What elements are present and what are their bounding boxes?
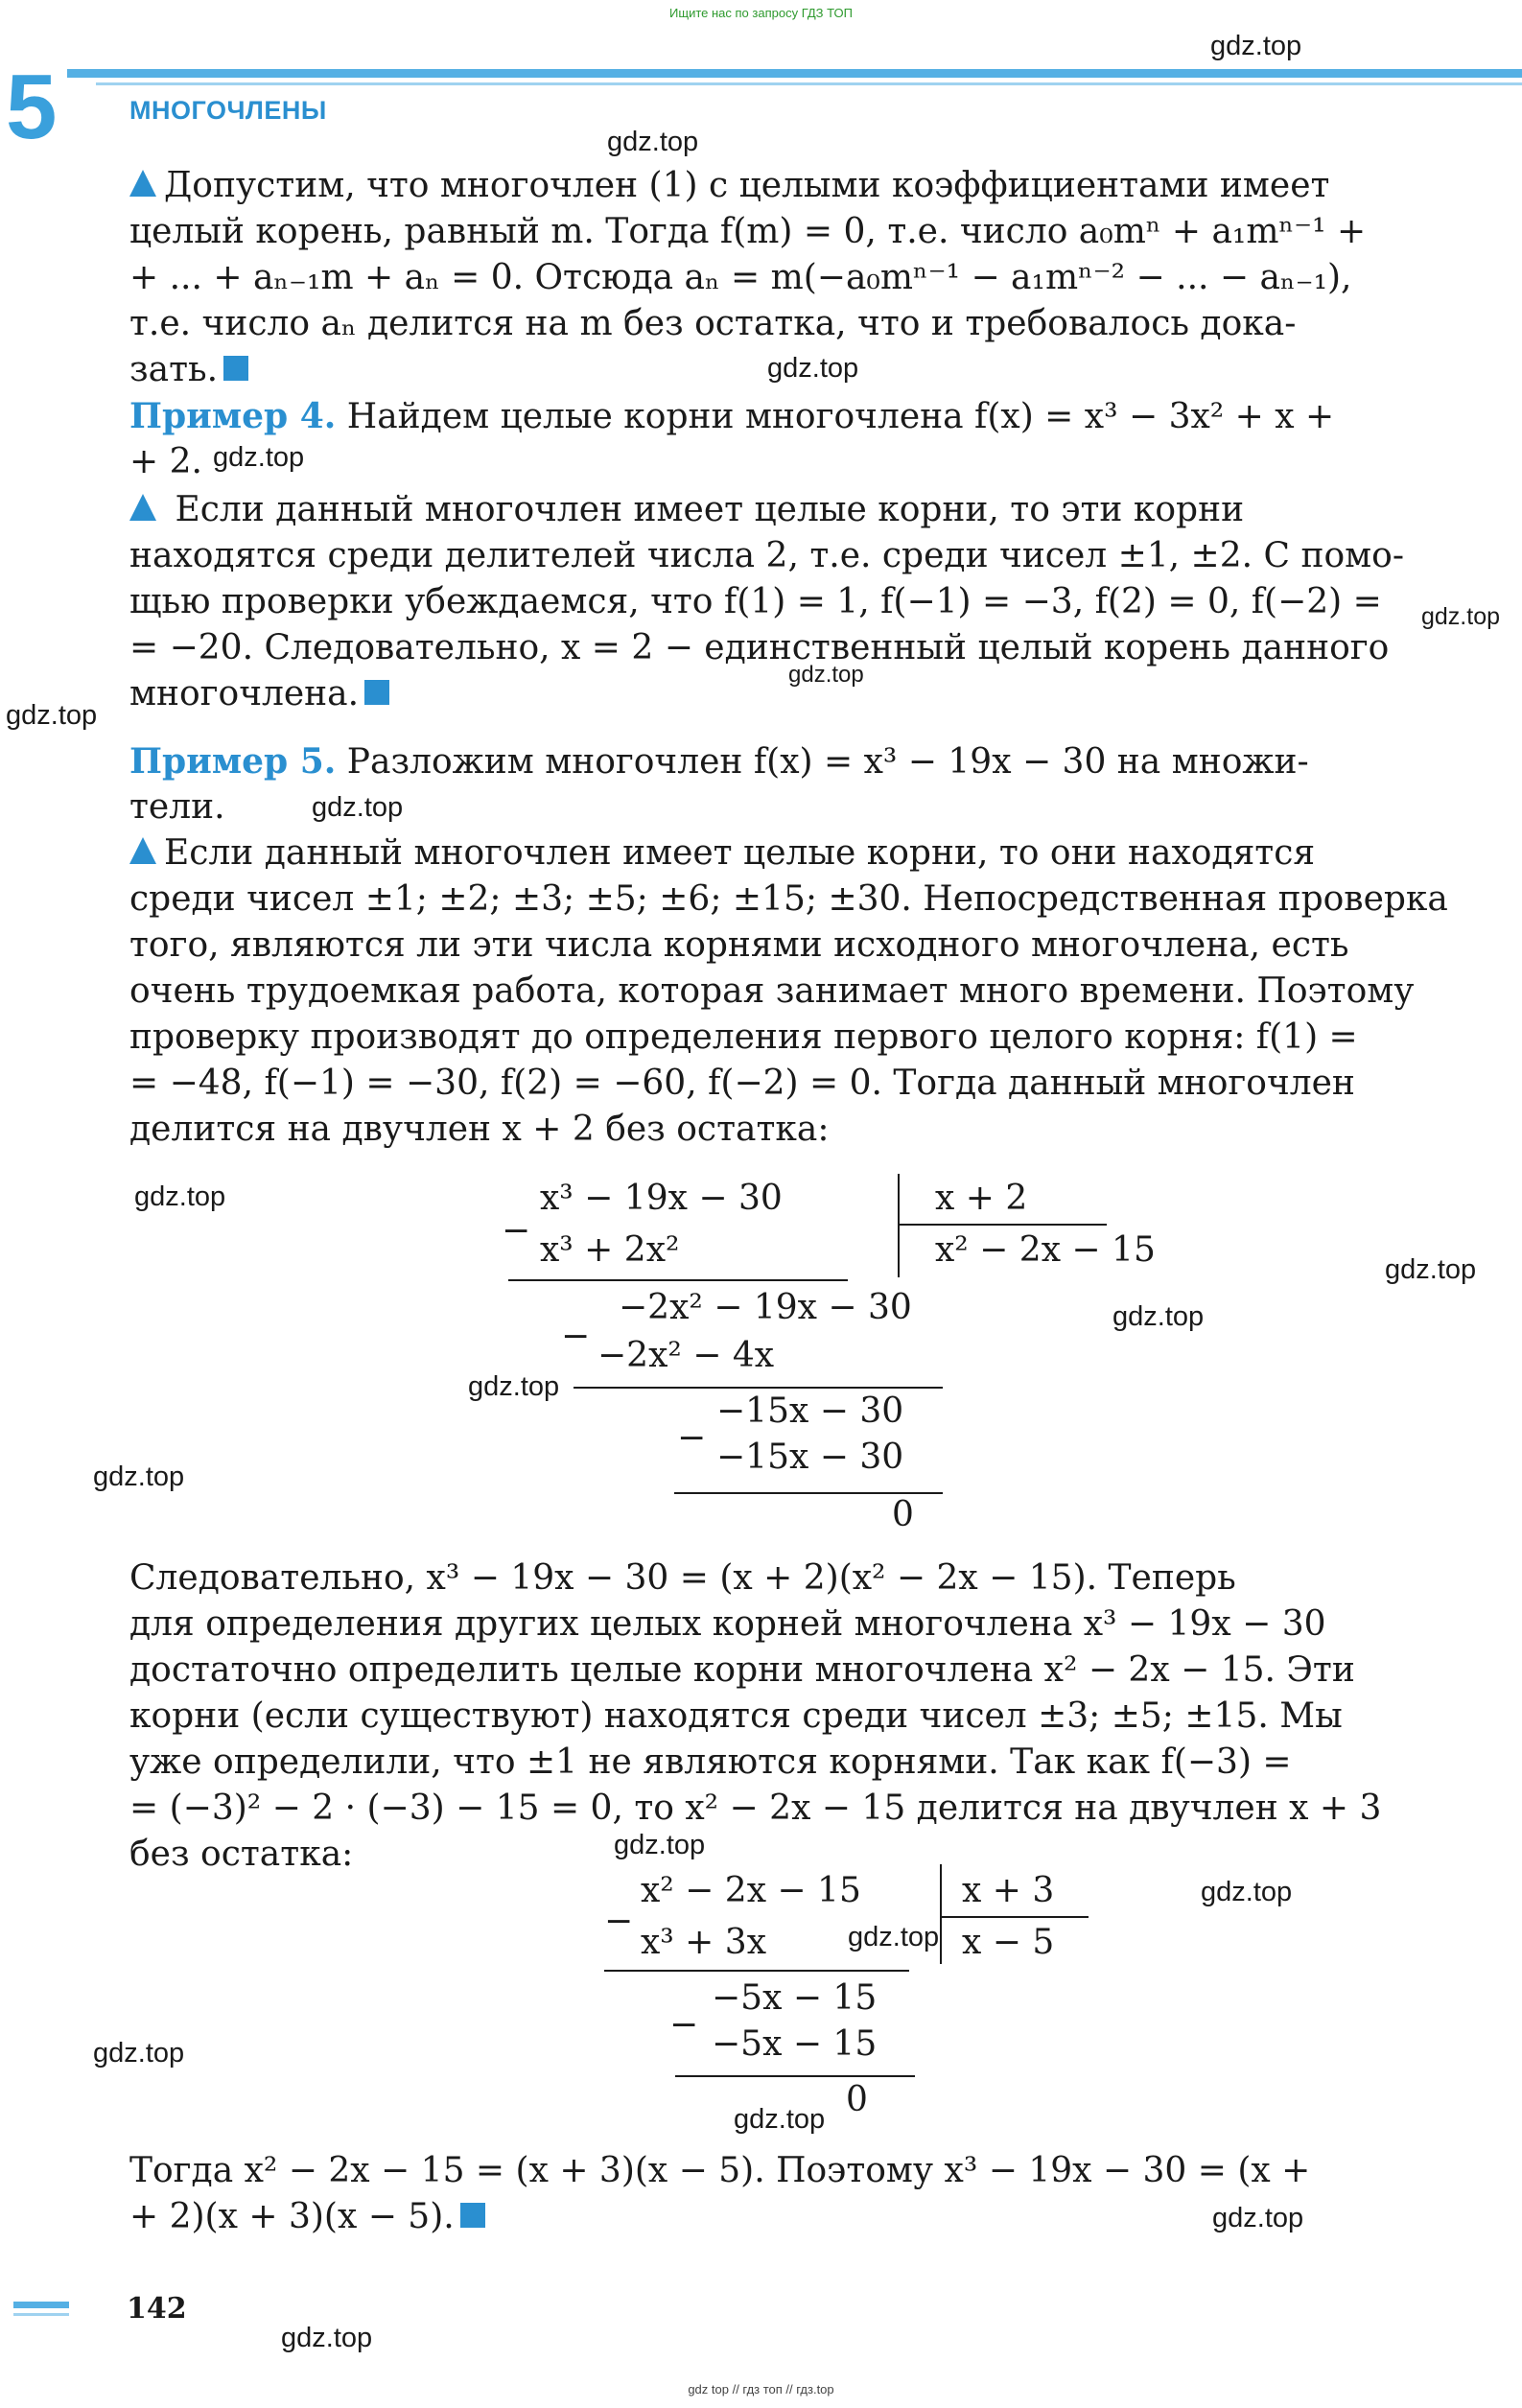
divisor: x + 3 (962, 1871, 1055, 1910)
watermark: gdz.top (788, 662, 864, 688)
conclusion-line: уже определили, что ±1 не являются корнями. Так как f(−3) = (129, 1742, 1292, 1782)
watermark: gdz.top (607, 127, 699, 157)
example5-heading-cont: тели. (129, 787, 225, 827)
watermark: gdz.top (734, 2104, 826, 2135)
header-rule (67, 69, 1522, 78)
minus-sign: − (502, 1211, 531, 1251)
triangle-icon (129, 170, 156, 197)
step-rule (675, 2075, 915, 2077)
final-line: + 2)(x + 3)(x − 5). (129, 2194, 1458, 2240)
conclusion-line: Следовательно, x³ − 19x − 30 = (x + 2)(x² − 2x − 15). Теперь (129, 1558, 1236, 1598)
conclusion-line: достаточно определить целые корни многочлена x² − 2x − 15. Эти (129, 1650, 1355, 1690)
triangle-icon (129, 837, 156, 864)
example4-heading: Пример 4. Найдем целые корни многочлена f(x) = x³ − 3x² + x + (129, 396, 1335, 436)
watermark: gdz.top (1212, 2203, 1304, 2233)
watermark: gdz.top (1385, 1254, 1477, 1285)
watermark: gdz.top (1210, 31, 1302, 61)
watermark: gdz.top (1421, 603, 1501, 630)
triangle-icon (129, 494, 156, 521)
final-remainder: 0 (892, 1495, 914, 1534)
header-rule-thin (96, 82, 1522, 85)
example5-solution-line: проверку производят до определения первого целого корня: f(1) = (129, 1017, 1358, 1057)
watermark: gdz.top (93, 2038, 185, 2069)
conclusion-line: = (−3)² − 2 · (−3) − 15 = 0, то x² − 2x − 15 делится на двучлен x + 3 (129, 1788, 1382, 1828)
minus-sign: − (561, 1317, 591, 1356)
watermark: gdz.top (767, 353, 859, 384)
watermark: gdz.top (93, 1461, 185, 1492)
chapter-title: МНОГОЧЛЕНЫ (129, 96, 327, 125)
step-rule (604, 1970, 909, 1972)
quotient: x² − 2x − 15 (935, 1230, 1156, 1270)
step-rule (508, 1279, 848, 1281)
watermark: gdz.top (6, 700, 98, 731)
example4-solution-line: Если данный многочлен имеет целые корни, то эти корни (129, 487, 1458, 533)
watermark: gdz.top (468, 1371, 560, 1402)
watermark: gdz.top (312, 792, 404, 823)
example4-solution-line: = −20. Следовательно, x = 2 − единственный целый корень данного (129, 628, 1390, 667)
bottom-ad-banner[interactable]: gdz top // гдз топ // гдз.top (688, 2382, 834, 2396)
watermark: gdz.top (1112, 1301, 1205, 1332)
watermark: gdz.top (134, 1181, 226, 1212)
example4-heading-cont: + 2. (129, 442, 202, 481)
example5-solution-line: среди чисел ±1; ±2; ±3; ±5; ±6; ±15; ±30. Непосредственная проверка (129, 879, 1448, 919)
watermark: gdz.top (281, 2323, 373, 2353)
partial-remainder: −2x² − 19x − 30 (619, 1288, 912, 1327)
page-number: 142 (127, 2292, 187, 2326)
watermark: gdz.top (848, 1922, 940, 1952)
divisor-rule (940, 1916, 1089, 1918)
division-bracket (898, 1174, 900, 1277)
proof-line: т.е. число aₙ делится на m без остатка, что и требовалось дока- (129, 304, 1297, 343)
footer-bar-thin (13, 2313, 69, 2316)
quotient: x − 5 (962, 1923, 1055, 1962)
minus-sign: − (604, 1902, 634, 1941)
example5-heading: Пример 5. Разложим многочлен f(x) = x³ − 19x − 30 на множи- (129, 741, 1309, 782)
final-line: Тогда x² − 2x − 15 = (x + 3)(x − 5). Поэтому x³ − 19x − 30 = (x + (129, 2151, 1311, 2190)
square-end-icon (223, 356, 248, 381)
subtract-step: −5x − 15 (712, 2024, 878, 2064)
watermark: gdz.top (213, 442, 305, 473)
example4-solution-line: щью проверки убеждаемся, что f(1) = 1, f(−1) = −3, f(2) = 0, f(−2) = (129, 582, 1382, 621)
dividend: x² − 2x − 15 (641, 1871, 861, 1910)
example4-solution-line: многочлена. (129, 671, 1458, 717)
chapter-number: 5 (6, 56, 58, 158)
step-rule (674, 1492, 943, 1494)
minus-sign: − (669, 2005, 699, 2045)
conclusion-line: для определения других целых корней многочлена x³ − 19x − 30 (129, 1604, 1326, 1644)
square-end-icon (364, 680, 389, 705)
conclusion-line: корни (если существуют) находятся среди чисел ±3; ±5; ±15. Мы (129, 1696, 1343, 1736)
minus-sign: − (677, 1418, 707, 1458)
watermark: gdz.top (614, 1830, 706, 1860)
subtract-step: −2x² − 4x (597, 1336, 775, 1375)
division-bracket (940, 1864, 942, 1964)
example5-solution-line: очень трудоемкая работа, которая занимает много времени. Поэтому (129, 971, 1415, 1011)
proof-line: Допустим, что многочлен (1) с целыми коэффициентами имеет (129, 163, 1458, 209)
subtract-step: −15x − 30 (716, 1438, 904, 1477)
dividend: x³ − 19x − 30 (540, 1179, 783, 1218)
proof-line: + ... + aₙ₋₁m + aₙ = 0. Отсюда aₙ = m(−a₀mⁿ⁻¹ − a₁mⁿ⁻² − ... − aₙ₋₁), (129, 258, 1352, 297)
step-rule (574, 1387, 943, 1389)
divisor-rule (898, 1224, 1107, 1226)
divisor: x + 2 (935, 1179, 1028, 1218)
subtract-step: x³ + 3x (641, 1923, 766, 1962)
proof-line: зать. (129, 347, 1458, 393)
partial-remainder: −15x − 30 (716, 1391, 904, 1431)
example5-solution-line: того, являются ли эти числа корнями исходного многочлена, есть (129, 925, 1349, 965)
square-end-icon (460, 2203, 485, 2228)
conclusion-line: без остатка: (129, 1835, 354, 1874)
example4-solution-line: находятся среди делителей числа 2, т.е. среди чисел ±1, ±2. С помо- (129, 536, 1404, 575)
subtract-step: x³ + 2x² (540, 1230, 680, 1270)
example5-solution-line: делится на двучлен x + 2 без остатка: (129, 1110, 830, 1149)
proof-line: целый корень, равный m. Тогда f(m) = 0, т.е. число a₀mⁿ + a₁mⁿ⁻¹ + (129, 212, 1367, 251)
footer-bar (13, 2302, 69, 2308)
final-remainder: 0 (846, 2080, 868, 2119)
example5-solution-line: = −48, f(−1) = −30, f(2) = −60, f(−2) = 0. Тогда данный многочлен (129, 1064, 1355, 1103)
watermark: gdz.top (1201, 1877, 1293, 1907)
example5-solution-line: Если данный многочлен имеет целые корни, то они находятся (129, 830, 1458, 877)
top-ad-banner[interactable]: Ищите нас по запросу ГДЗ ТОП (669, 6, 853, 20)
partial-remainder: −5x − 15 (712, 1978, 878, 2018)
